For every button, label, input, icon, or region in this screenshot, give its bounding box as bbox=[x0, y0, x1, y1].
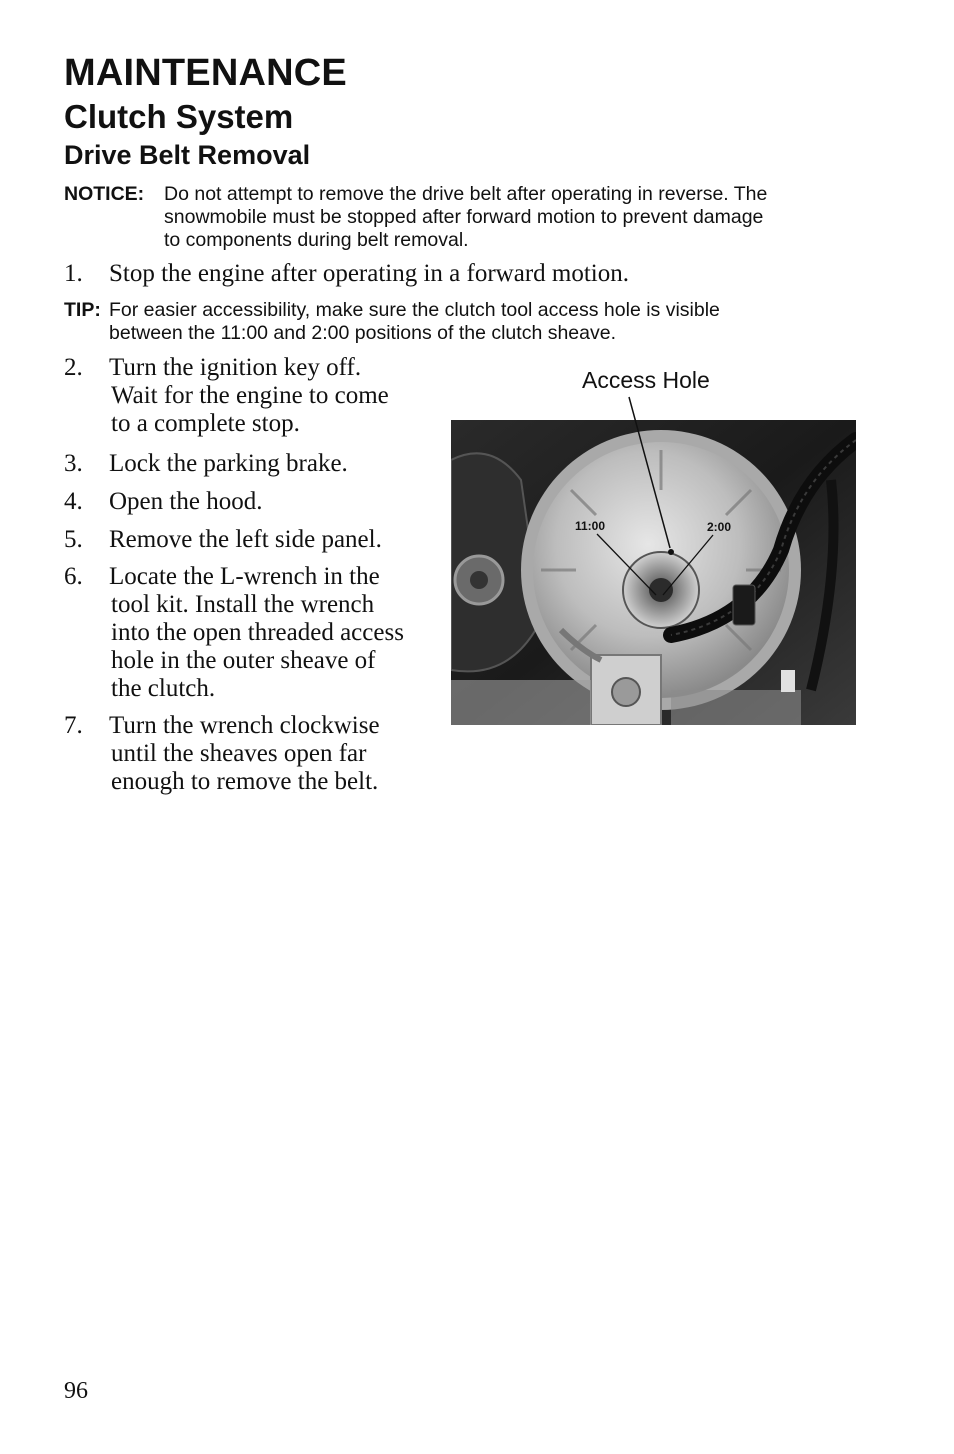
step-number: 5. bbox=[64, 526, 83, 553]
notice-line: Do not attempt to remove the drive belt after operating in reverse. The bbox=[164, 183, 768, 205]
step-line: tool kit. Install the wrench bbox=[111, 591, 375, 618]
step-number: 1. bbox=[64, 260, 83, 287]
step-line: the clutch. bbox=[111, 675, 216, 702]
subsection-title: Drive Belt Removal bbox=[64, 140, 311, 170]
engine-casing bbox=[451, 680, 591, 725]
step-text bbox=[109, 354, 389, 438]
tip-block bbox=[64, 299, 864, 347]
access-hole-label: Access Hole bbox=[582, 367, 710, 393]
clutch-hub-center bbox=[649, 578, 673, 602]
sensor-bolt bbox=[612, 678, 640, 706]
page-title: MAINTENANCE bbox=[64, 52, 347, 94]
notice-block bbox=[64, 183, 864, 255]
cable-tie bbox=[781, 670, 795, 692]
step-number: 6. bbox=[64, 563, 83, 590]
page-number: 96 bbox=[64, 1378, 88, 1404]
step-line: enough to remove the belt. bbox=[111, 768, 379, 795]
step-line: hole in the outer sheave of bbox=[111, 647, 376, 674]
step-number: 7. bbox=[64, 712, 83, 739]
step-text bbox=[109, 712, 380, 796]
small-pulley-hub bbox=[470, 571, 488, 589]
step-text: Remove the left side panel. bbox=[109, 526, 382, 553]
step-line: into the open threaded access bbox=[111, 619, 404, 646]
notice-text bbox=[164, 183, 864, 252]
step-line: Wait for the engine to come bbox=[111, 382, 389, 409]
step-line: Locate the L-wrench in the bbox=[109, 563, 380, 590]
step-text: Lock the parking brake. bbox=[109, 450, 348, 477]
access-hole bbox=[668, 549, 674, 555]
clutch-photo bbox=[451, 420, 856, 725]
notice-line: to components during belt removal. bbox=[164, 229, 469, 251]
section-title: Clutch System bbox=[64, 98, 294, 135]
step-line: to a complete stop. bbox=[111, 410, 300, 437]
step-text: Stop the engine after operating in a forward motion. bbox=[109, 260, 629, 287]
step-number: 2. bbox=[64, 354, 83, 381]
step-line: Turn the wrench clockwise bbox=[109, 712, 380, 739]
notice-line: snowmobile must be stopped after forward motion to prevent damage bbox=[164, 206, 764, 228]
tip-line: between the 11:00 and 2:00 positions of the clutch sheave. bbox=[109, 322, 616, 344]
marker-2: 2:00 bbox=[707, 520, 732, 534]
engine-casing-right bbox=[671, 690, 801, 725]
step-number: 3. bbox=[64, 450, 83, 477]
step-number: 4. bbox=[64, 488, 83, 515]
step-text: Open the hood. bbox=[109, 488, 263, 515]
tip-label: TIP: bbox=[64, 299, 101, 321]
step-text bbox=[109, 563, 404, 703]
tip-line: For easier accessibility, make sure the clutch tool access hole is visible bbox=[109, 299, 720, 321]
connector bbox=[733, 585, 755, 625]
step-line: until the sheaves open far bbox=[111, 740, 367, 767]
step-line: Turn the ignition key off. bbox=[109, 354, 362, 381]
tip-text bbox=[109, 299, 864, 345]
marker-11: 11:00 bbox=[575, 519, 606, 533]
notice-label: NOTICE: bbox=[64, 183, 145, 205]
